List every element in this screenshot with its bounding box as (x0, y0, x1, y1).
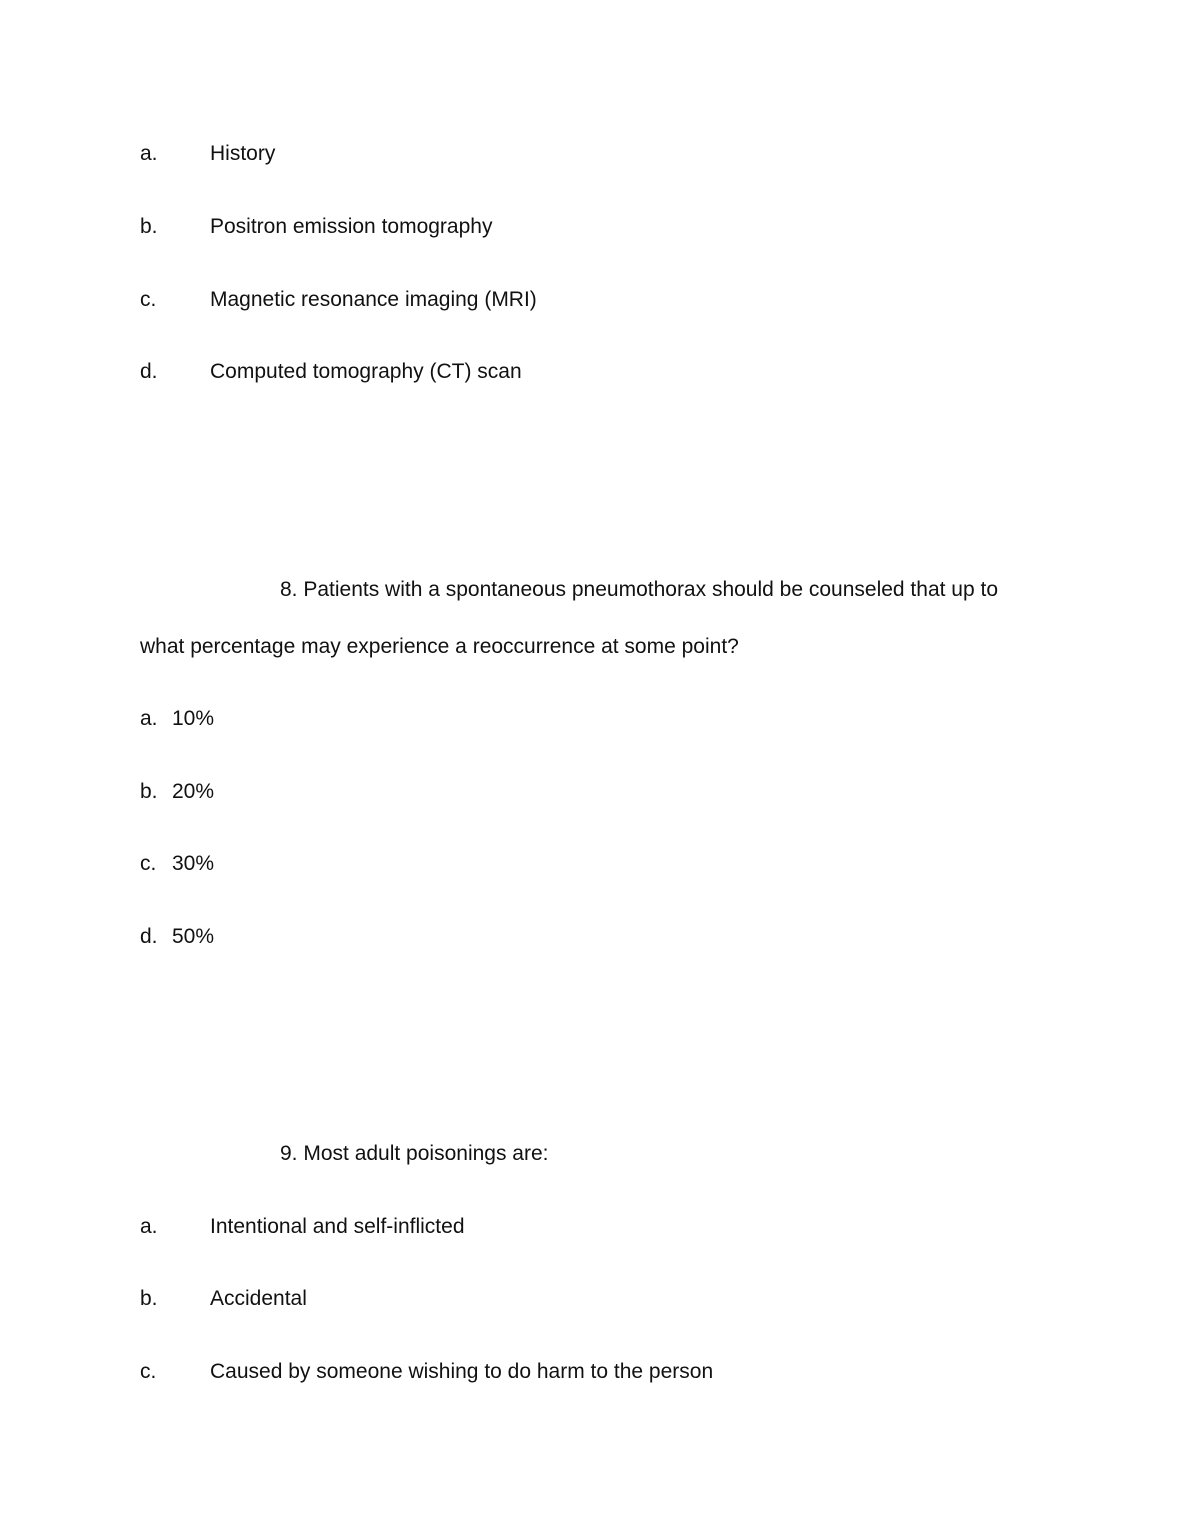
option-letter: b. (140, 780, 158, 803)
option-text: History (210, 142, 276, 165)
option-text: 20% (172, 780, 215, 803)
option-letter: c. (140, 852, 157, 875)
option-letter: a. (140, 707, 158, 730)
question-9-stem: 9. Most adult poisonings are: (280, 1142, 549, 1165)
option-text: 30% (172, 852, 215, 875)
option-letter: b. (140, 1287, 158, 1310)
question-8-stem-line-1: 8. Patients with a spontaneous pneumothorax should be counseled that up to (280, 578, 998, 601)
option-text: 10% (172, 707, 215, 730)
option-letter: a. (140, 1215, 158, 1238)
option-letter: c. (140, 288, 157, 311)
option-text: Accidental (210, 1287, 307, 1310)
option-text: Magnetic resonance imaging (MRI) (210, 288, 537, 311)
option-letter: c. (140, 1360, 157, 1383)
option-letter: a. (140, 142, 158, 165)
option-letter: d. (140, 925, 158, 948)
question-8-stem-line-2: what percentage may experience a reoccurrence at some point? (140, 635, 739, 658)
option-text: Caused by someone wishing to do harm to the person (210, 1360, 714, 1383)
option-letter: d. (140, 360, 158, 383)
option-letter: b. (140, 215, 158, 238)
option-text: Positron emission tomography (210, 215, 493, 238)
option-text: Intentional and self-inflicted (210, 1215, 465, 1238)
option-text: Computed tomography (CT) scan (210, 360, 522, 383)
option-text: 50% (172, 925, 215, 948)
